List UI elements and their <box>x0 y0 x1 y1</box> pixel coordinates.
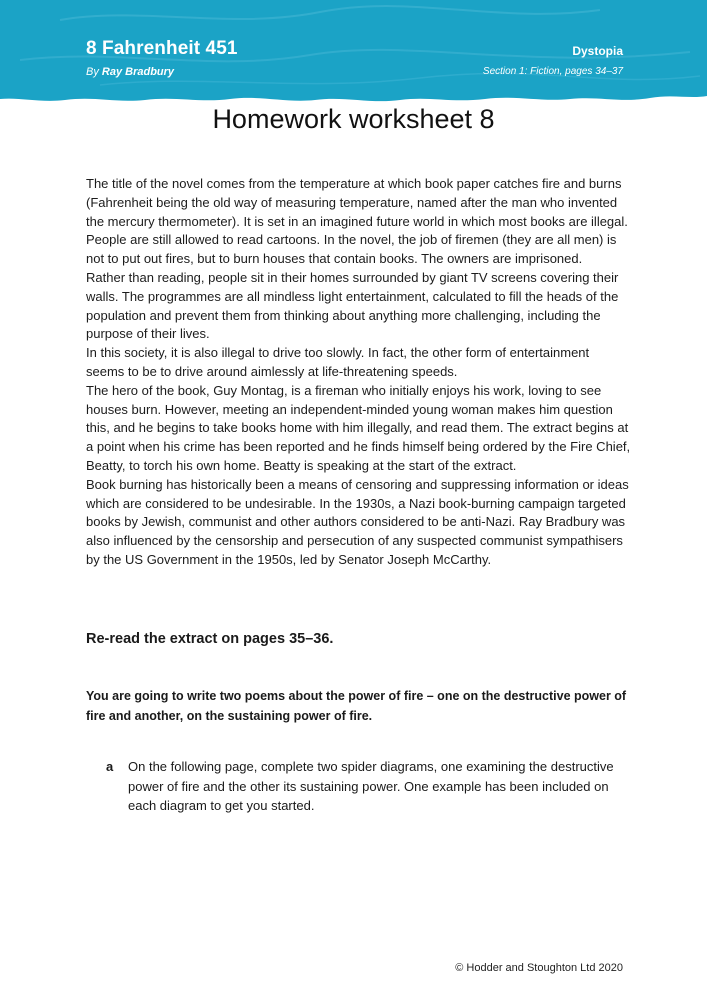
paragraph: Book burning has historically been a means of censoring and suppressing information or ideas which are considered to be undesirable. In the 1930s, a Nazi book-burning campaign targeted books by Jewish, communist and other authors considered to be anti-Nazi. Ray Bradbury was also influenced by the censorship and persecution of any suspected communist sympathisers by the US Government in the 1950s, led by Senator Joseph McCarthy. <box>86 476 629 567</box>
item-text: On the following page, complete two spider diagrams, one examining the destructive power of fire and the other its sustaining power. One example has been included on each diagram to get you started. <box>128 759 614 813</box>
paragraph: Rather than reading, people sit in their homes surrounded by giant TV screens covering their walls. The programmes are all mindless light entertainment, calculated to fill the heads of the population and prevent them from thinking about anything more challenging, including the purpose of their lives. <box>86 269 619 342</box>
paragraph: The title of the novel comes from the temperature at which book paper catches fire and burns (Fahrenheit being the old way of measuring temperature, named after the man who invented the mercury thermometer). It is set in an imagined future world in which most books are illegal. People are still allowed to read cartoons. In the novel, the job of firemen (they are all men) is not to put out fires, but to burn houses that contain books. The owners are imprisoned. <box>86 176 628 267</box>
author-prefix: By <box>86 66 99 78</box>
paragraph: In this society, it is also illegal to drive too slowly. In fact, the other form of entertainment seems to be to drive around aimlessly at life-threatening speeds. <box>86 345 590 379</box>
copyright-footer: © Hodder and Stoughton Ltd 2020 <box>455 962 623 974</box>
header-banner <box>0 0 707 112</box>
book-author <box>86 66 238 78</box>
topic-label: Dystopia <box>572 44 623 58</box>
reread-instruction: Re-read the extract on pages 35–36. <box>86 631 334 647</box>
paragraph: The hero of the book, Guy Montag, is a fireman who initially enjoys his work, loving to see houses burn. However, meeting an independent-minded young woman makes him question this, and he begins to take books home with him illegally, and read them. The extract begins at a point when his crime has been reported and he finds himself being ordered by the Fire Chief, Beatty, to torch his own home. Beatty is speaking at the start of the extract. <box>86 382 631 473</box>
book-title: 8 Fahrenheit 451 <box>86 38 238 59</box>
intro-text <box>86 175 631 570</box>
task-instruction: You are going to write two poems about the power of fire – one on the destructive power of fire and another, on the sustaining power of fire. <box>86 689 627 723</box>
task-item-a <box>106 757 626 816</box>
page-title: Homework worksheet 8 <box>212 104 495 134</box>
item-letter: a <box>106 759 114 774</box>
author-name: Ray Bradbury <box>101 66 175 78</box>
section-label: Section 1: Fiction, pages 34–37 <box>482 66 623 77</box>
